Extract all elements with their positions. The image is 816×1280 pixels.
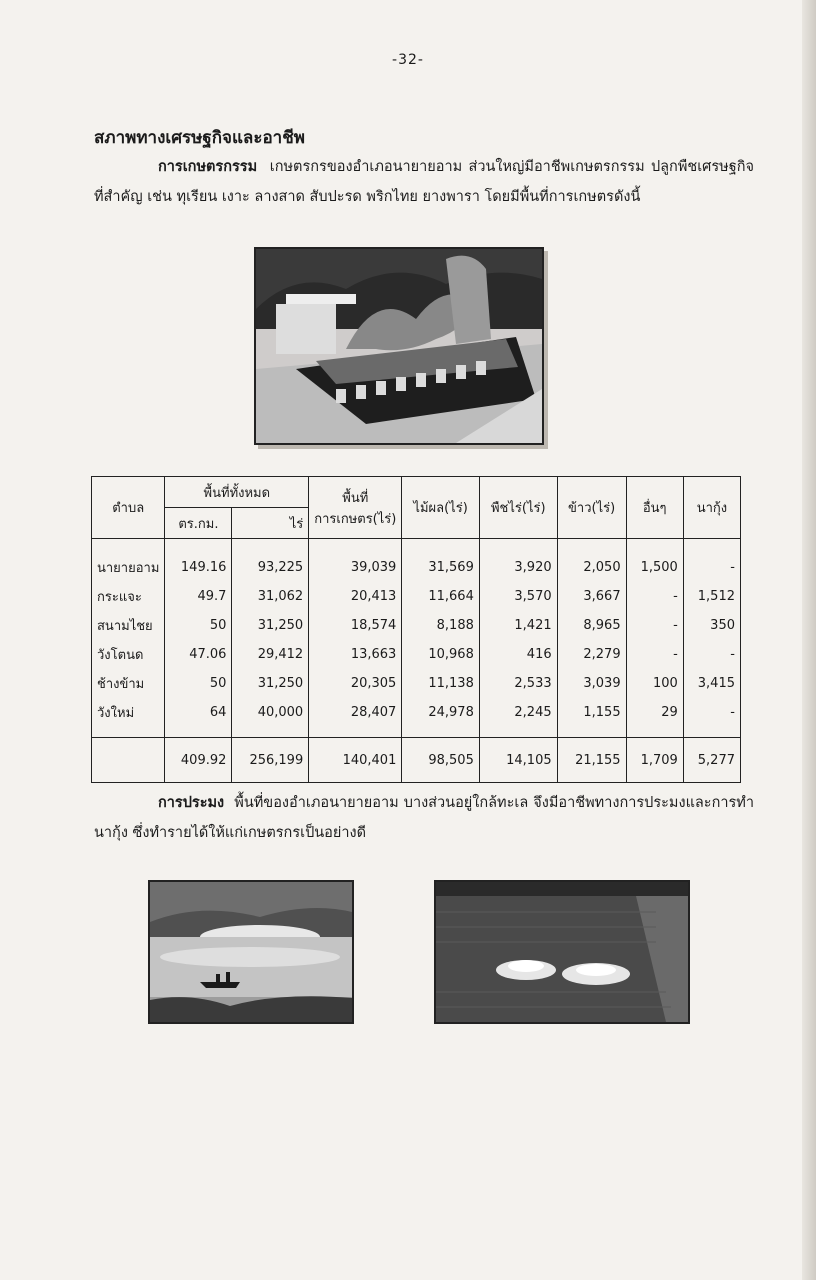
total-other: 1,709: [626, 738, 683, 783]
table-row: [92, 669, 741, 698]
cell-field-crops: 416: [479, 640, 557, 669]
cell-tambon: วังโตนด: [92, 640, 165, 669]
header-total-area: พื้นที่ทั้งหมด: [165, 477, 309, 508]
header-other: อื่นๆ: [626, 477, 683, 539]
cell-sq-km: 149.16: [165, 539, 232, 583]
total-shrimp: 5,277: [683, 738, 740, 783]
cell-shrimp: -: [683, 698, 740, 738]
cell-farm-area: 28,407: [309, 698, 402, 738]
page-number: -32-: [392, 52, 424, 68]
total-rice: 21,155: [557, 738, 626, 783]
cell-other: -: [626, 640, 683, 669]
cell-field-crops: 1,421: [479, 611, 557, 640]
cell-fruit: 11,138: [402, 669, 480, 698]
cell-other: 1,500: [626, 539, 683, 583]
cell-field-crops: 3,920: [479, 539, 557, 583]
table-row: [92, 611, 741, 640]
table-row: [92, 539, 741, 583]
cell-other: -: [626, 582, 683, 611]
fishery-paragraph: [94, 788, 754, 848]
fishery-lead: การประมง: [158, 795, 225, 811]
cell-rai: 93,225: [232, 539, 309, 583]
cell-fruit: 8,188: [402, 611, 480, 640]
header-rai: ไร่: [232, 508, 309, 539]
table-totals: [92, 738, 741, 783]
cell-fruit: 24,978: [402, 698, 480, 738]
cell-farm-area: 20,305: [309, 669, 402, 698]
cell-farm-area: 18,574: [309, 611, 402, 640]
cell-rai: 40,000: [232, 698, 309, 738]
cell-shrimp: -: [683, 539, 740, 583]
header-shrimp: นากุ้ง: [683, 477, 740, 539]
header-rice: ข้าว(ไร่): [557, 477, 626, 539]
table-row: [92, 582, 741, 611]
cell-sq-km: 64: [165, 698, 232, 738]
cell-tambon: นายายอาม: [92, 539, 165, 583]
cell-tambon: วังใหม่: [92, 698, 165, 738]
cell-field-crops: 3,570: [479, 582, 557, 611]
total-farm-area: 140,401: [309, 738, 402, 783]
shrimp-pond-image: [436, 882, 688, 1022]
cell-tambon: กระแจะ: [92, 582, 165, 611]
table-body: [92, 539, 741, 738]
header-tambon: ตำบล: [92, 477, 165, 539]
cell-rai: 31,250: [232, 669, 309, 698]
total-sq-km: 409.92: [165, 738, 232, 783]
cell-shrimp: -: [683, 640, 740, 669]
float-photo: [254, 247, 544, 445]
cell-rice: 8,965: [557, 611, 626, 640]
header-farm-area: พื้นที่การเกษตร(ไร่): [309, 477, 402, 539]
cell-other: 29: [626, 698, 683, 738]
header-sq-km: ตร.กม.: [165, 508, 232, 539]
cell-tambon: สนามไชย: [92, 611, 165, 640]
cell-tambon: ช้างข้าม: [92, 669, 165, 698]
fishing-boat-photo: [148, 880, 354, 1024]
cell-rai: 31,062: [232, 582, 309, 611]
cell-sq-km: 50: [165, 611, 232, 640]
section-heading: สภาพทางเศรษฐกิจและอาชีพ: [94, 128, 305, 148]
cell-farm-area: 20,413: [309, 582, 402, 611]
cell-other: -: [626, 611, 683, 640]
farm-area-table: [91, 476, 741, 783]
cell-rai: 31,250: [232, 611, 309, 640]
agriculture-text: เกษตรกรของอำเภอนายายอาม ส่วนใหญ่มีอาชีพเกษตรกรรม ปลูกพืชเศรษฐกิจที่สำคัญ เช่น ทุเรียน เงาะ ลางสาด สับปะรด พริกไทย ยางพารา โดยมีพื้นที่การเกษตรดังนี้: [94, 159, 755, 205]
agriculture-paragraph: [94, 152, 754, 212]
cell-sq-km: 47.06: [165, 640, 232, 669]
header-field-crops: พืชไร่(ไร่): [479, 477, 557, 539]
float-photo-image: [256, 249, 542, 443]
cell-fruit: 11,664: [402, 582, 480, 611]
fishery-text: พื้นที่ของอำเภอนายายอาม บางส่วนอยู่ใกล้ทะเล จึงมีอาชีพทางการประมงและการทำนากุ้ง ซึ่งทำรายได้ให้แก่เกษตรกรเป็นอย่างดี: [94, 795, 755, 841]
cell-sq-km: 49.7: [165, 582, 232, 611]
total-field-crops: 14,105: [479, 738, 557, 783]
fishing-boat-image: [150, 882, 352, 1022]
cell-rice: 3,667: [557, 582, 626, 611]
cell-sq-km: 50: [165, 669, 232, 698]
table-header: [92, 477, 741, 539]
table-row: [92, 698, 741, 738]
cell-field-crops: 2,533: [479, 669, 557, 698]
cell-farm-area: 13,663: [309, 640, 402, 669]
cell-rice: 2,279: [557, 640, 626, 669]
cell-shrimp: 1,512: [683, 582, 740, 611]
totals-row: [92, 738, 741, 783]
shrimp-pond-photo: [434, 880, 690, 1024]
total-label: [92, 738, 165, 783]
cell-rice: 3,039: [557, 669, 626, 698]
table-row: [92, 640, 741, 669]
cell-fruit: 31,569: [402, 539, 480, 583]
total-fruit: 98,505: [402, 738, 480, 783]
cell-fruit: 10,968: [402, 640, 480, 669]
agriculture-lead: การเกษตรกรรม: [158, 159, 258, 175]
cell-rice: 2,050: [557, 539, 626, 583]
cell-rai: 29,412: [232, 640, 309, 669]
header-fruit: ไม้ผล(ไร่): [402, 477, 480, 539]
cell-shrimp: 3,415: [683, 669, 740, 698]
cell-farm-area: 39,039: [309, 539, 402, 583]
cell-shrimp: 350: [683, 611, 740, 640]
total-rai: 256,199: [232, 738, 309, 783]
cell-rice: 1,155: [557, 698, 626, 738]
page-edge: [802, 0, 816, 1280]
cell-other: 100: [626, 669, 683, 698]
cell-field-crops: 2,245: [479, 698, 557, 738]
